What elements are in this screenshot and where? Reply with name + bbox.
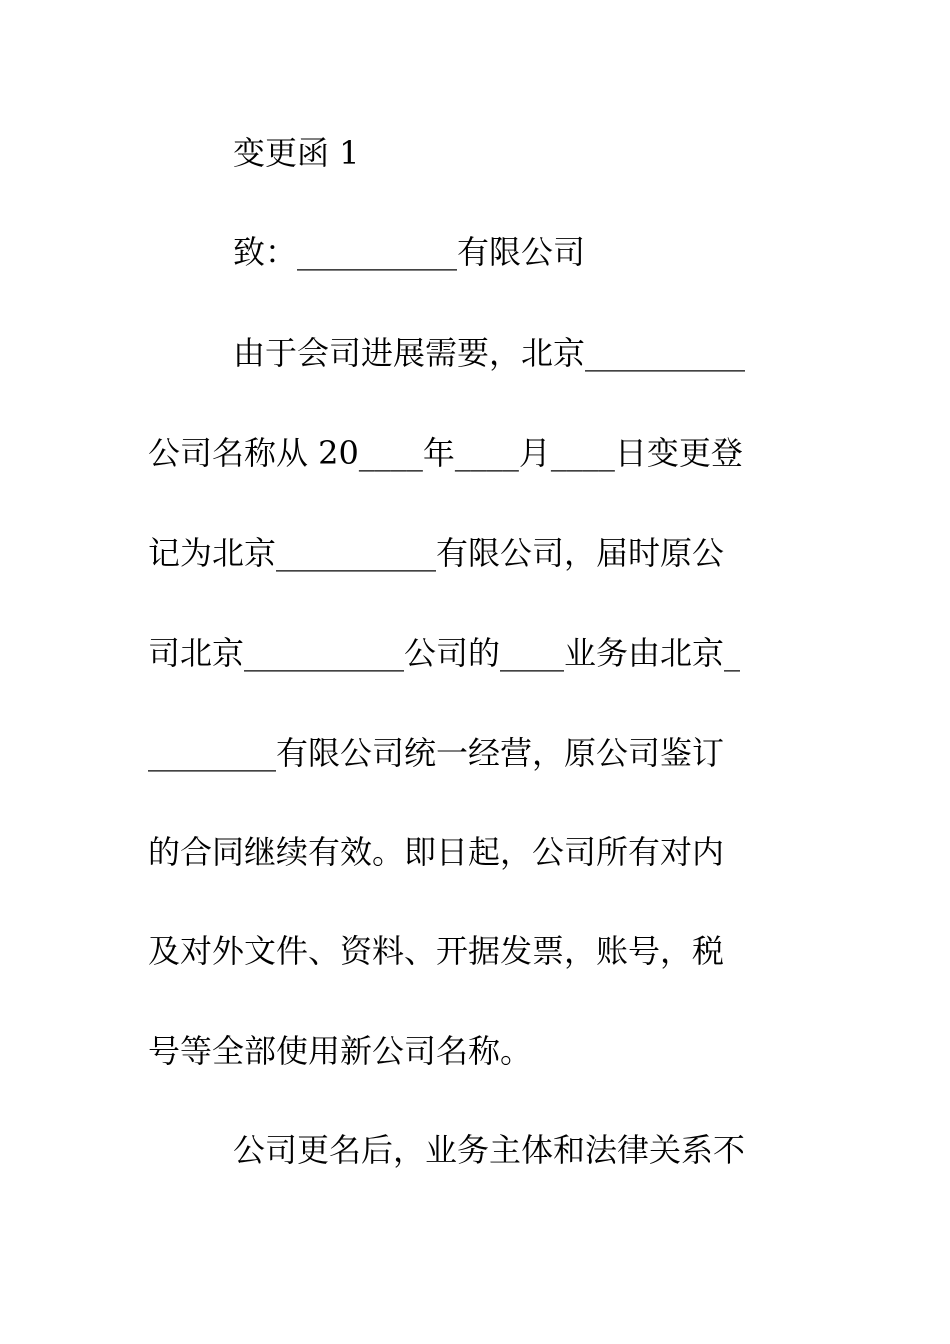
- paragraph-2-line-1: 公司更名后，业务主体和法律关系不: [233, 1131, 746, 1169]
- salutation-line: 致：__________有限公司: [233, 233, 586, 271]
- paragraph-1-line-4: 司北京__________公司的____业务由北京_: [148, 634, 741, 672]
- paragraph-1-line-3: 记为北京__________有限公司，届时原公: [148, 534, 725, 572]
- paragraph-1-line-2: 公司名称从 20____年____月____日变更登: [148, 434, 743, 472]
- paragraph-1-line-6: 的合同继续有效。即日起，公司所有对内: [148, 833, 725, 871]
- document-title: 变更函 1: [233, 134, 360, 172]
- paragraph-1-line-7: 及对外文件、资料、开据发票，账号，税: [148, 932, 725, 970]
- paragraph-1-line-8: 号等全部使用新公司名称。: [148, 1032, 533, 1070]
- paragraph-1-line-1: 由于会司进展需要，北京__________: [233, 334, 746, 372]
- paragraph-1-line-5: ________有限公司统一经营，原公司鉴订: [148, 734, 725, 772]
